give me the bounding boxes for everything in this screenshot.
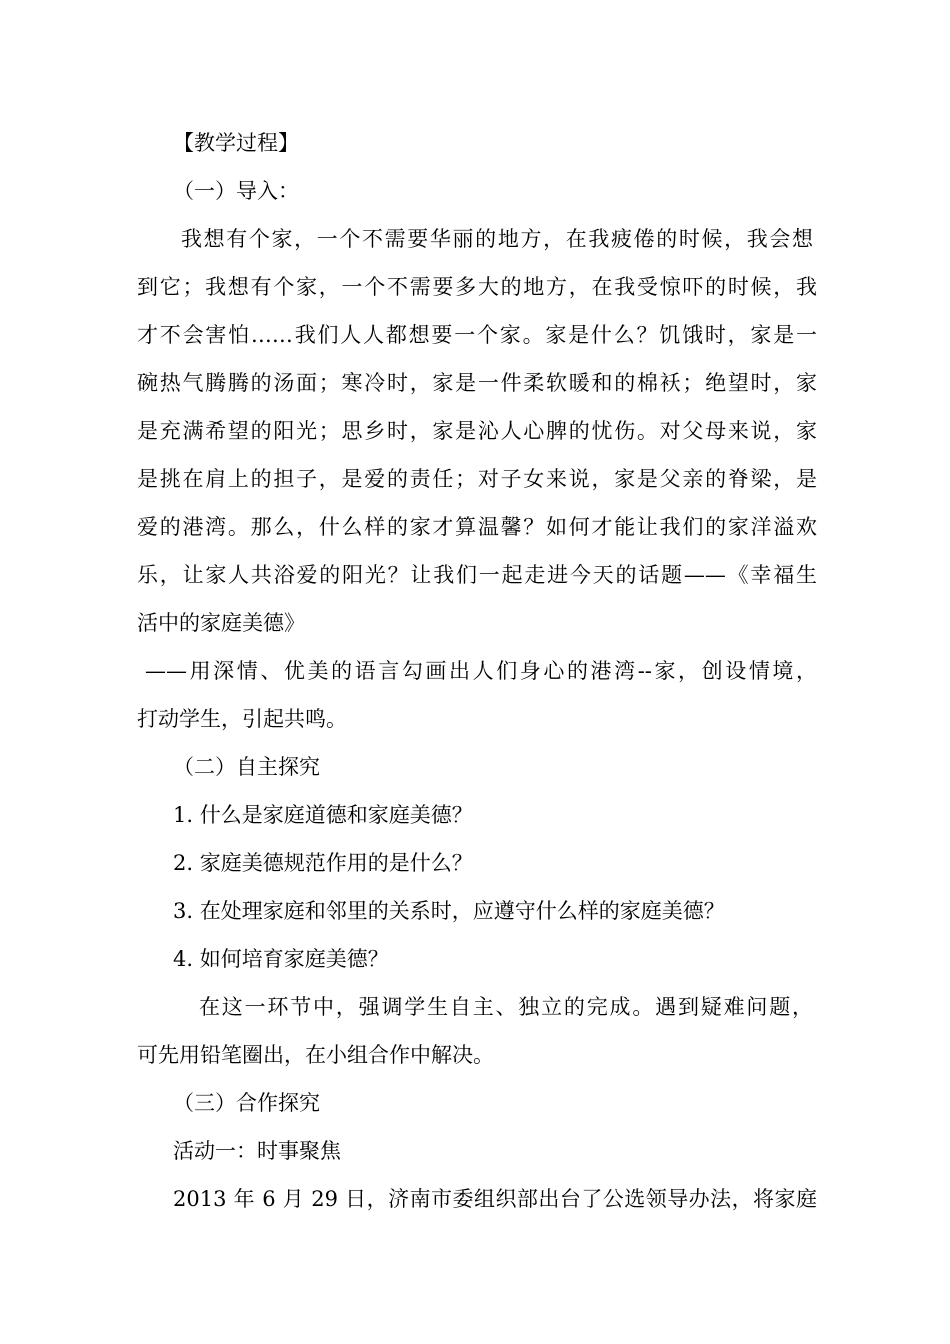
- activity-title: 活动一：时事聚焦: [173, 1139, 341, 1163]
- intro-paragraph-line-3: 才不会害怕……我们人人都想要一个家。家是什么？饥饿时，家是一: [137, 323, 817, 347]
- question-item-2: 2. 家庭美德规范作用的是什么？: [173, 851, 473, 875]
- lesson-heading: 【教学过程】: [173, 131, 299, 155]
- intro-paragraph-line-7: 爱的港湾。那么，什么样的家才算温馨？如何才能让我们的家洋溢欢: [137, 515, 817, 539]
- section-title-intro: （一）导入：: [173, 179, 299, 203]
- intro-paragraph-line-2: 到它；我想有个家，一个不需要多大的地方，在我受惊吓的时候，我: [137, 275, 817, 299]
- question-item-1: 1. 什么是家庭道德和家庭美德？: [173, 803, 473, 827]
- intro-paragraph-line-4: 碗热气腾腾的汤面；寒冷时，家是一件柔软暖和的棉袄；绝望时，家: [137, 371, 817, 395]
- intro-paragraph-line-5: 是充满希望的阳光；思乡时，家是沁人心脾的忧伤。对父母来说，家: [137, 419, 817, 443]
- self-study-note-line-1: 在这一环节中，强调学生自主、独立的完成。遇到疑难问题，: [199, 995, 813, 1019]
- activity-paragraph-line-1: 2013 年 6 月 29 日，济南市委组织部出台了公选领导办法，将家庭: [173, 1187, 817, 1211]
- intro-paragraph-line-9: 活中的家庭美德》: [137, 611, 305, 635]
- intro-paragraph-line-1: 我想有个家，一个不需要华丽的地方，在我疲倦的时候，我会想: [181, 227, 813, 251]
- intro-note-line-2: 打动学生，引起共鸣。: [137, 707, 347, 731]
- intro-paragraph-line-8: 乐，让家人共浴爱的阳光？让我们一起走进今天的话题——《幸福生: [137, 563, 817, 587]
- intro-paragraph-line-6: 是挑在肩上的担子，是爱的责任；对子女来说，家是父亲的脊梁，是: [137, 467, 817, 491]
- question-item-3: 3. 在处理家庭和邻里的关系时，应遵守什么样的家庭美德？: [173, 899, 725, 923]
- intro-note-line-1: ——用深情、优美的语言勾画出人们身心的港湾--家，创设情境，: [145, 659, 817, 683]
- section-title-self-study: （二）自主探究: [173, 755, 320, 779]
- question-item-4: 4. 如何培育家庭美德？: [173, 947, 389, 971]
- section-title-cooperation: （三）合作探究: [173, 1091, 320, 1115]
- self-study-note-line-2: 可先用铅笔圈出，在小组合作中解决。: [137, 1043, 494, 1067]
